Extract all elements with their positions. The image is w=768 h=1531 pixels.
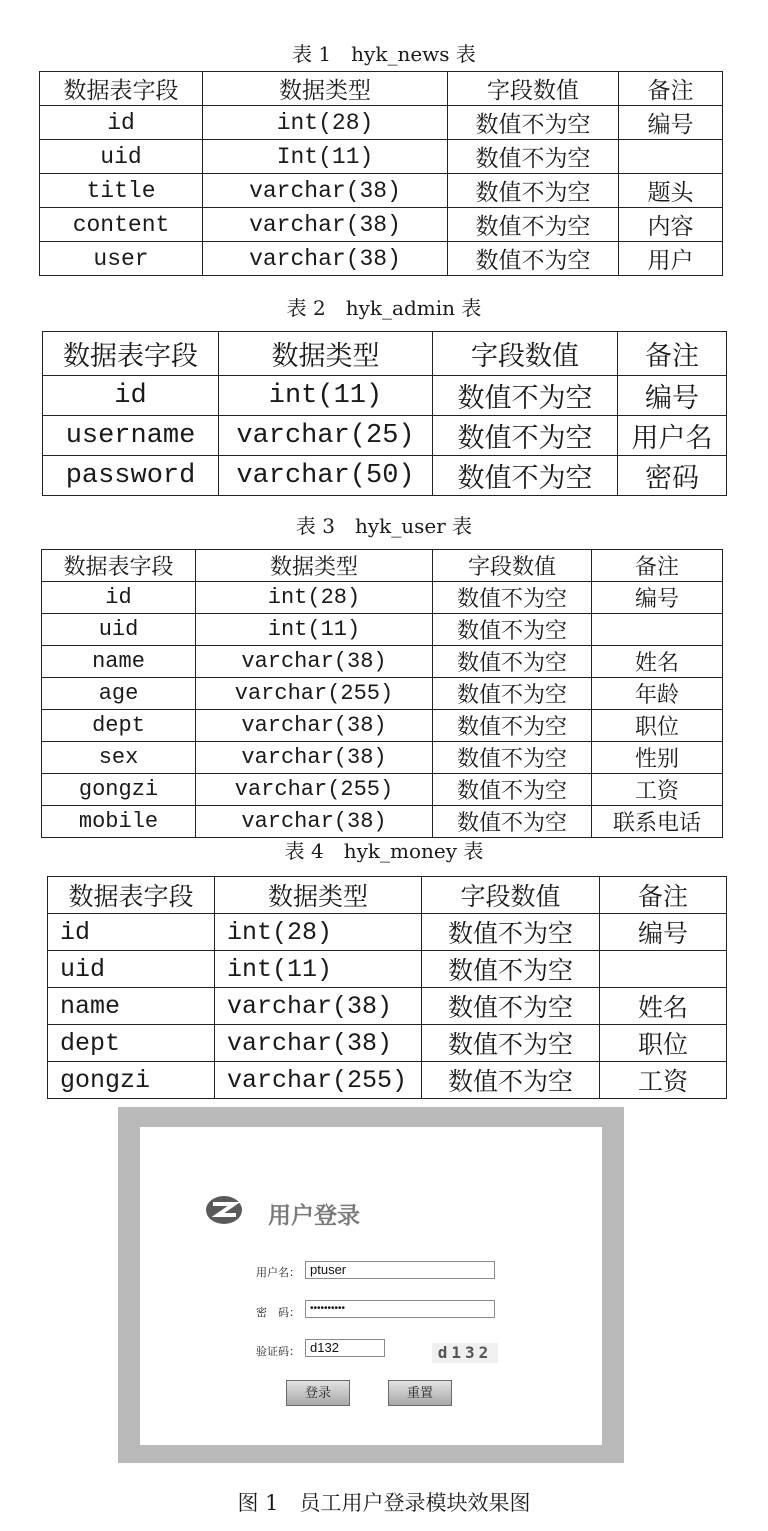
table-cell: 数据类型 — [215, 877, 422, 914]
table-cell: 职位 — [600, 1025, 727, 1062]
table-row — [48, 1062, 727, 1099]
table-cell: gongzi — [42, 774, 196, 806]
table-4-caption: 表 4 hyk_money 表 — [284, 839, 484, 863]
table-cell: uid — [48, 951, 215, 988]
table-header-row — [42, 550, 723, 582]
captcha-input[interactable]: d132 — [305, 1339, 385, 1357]
table-cell: 数据表字段 — [42, 550, 196, 582]
table-cell: user — [40, 242, 203, 276]
table-cell: gongzi — [48, 1062, 215, 1099]
table-cell: username — [43, 416, 219, 456]
table-cell: 字段数值 — [422, 877, 600, 914]
table-cell: 用户 — [619, 242, 723, 276]
table-cell: 数据表字段 — [40, 72, 203, 106]
table-cell: int(28) — [215, 914, 422, 951]
table-cell: 数值不为空 — [422, 951, 600, 988]
table-cell: varchar(38) — [203, 174, 448, 208]
table-hyk-user — [41, 549, 723, 838]
table-cell: uid — [40, 140, 203, 174]
table-cell: 数值不为空 — [422, 1025, 600, 1062]
table-cell: 数值不为空 — [448, 174, 619, 208]
table-cell: 密码 — [618, 456, 727, 496]
table-row — [43, 456, 727, 496]
login-title: 用户登录 — [268, 1203, 360, 1229]
table-cell: id — [42, 582, 196, 614]
table-cell: sex — [42, 742, 196, 774]
table-cell: 用户名 — [618, 416, 727, 456]
table-cell: 备注 — [592, 550, 723, 582]
table-header-row — [40, 72, 723, 106]
table-cell: name — [48, 988, 215, 1025]
table-hyk-money — [47, 876, 727, 1099]
table-cell: 数值不为空 — [448, 242, 619, 276]
password-input[interactable]: •••••••••• — [305, 1300, 495, 1318]
table-header-row — [43, 332, 727, 376]
table-row — [48, 951, 727, 988]
table-cell: int(28) — [196, 582, 433, 614]
table-cell: varchar(38) — [215, 988, 422, 1025]
table-cell: 数据类型 — [196, 550, 433, 582]
table-row — [42, 646, 723, 678]
table-row — [42, 710, 723, 742]
table-cell: 内容 — [619, 208, 723, 242]
table-3-caption: 表 3 hyk_user 表 — [295, 514, 473, 538]
table-cell: varchar(38) — [203, 242, 448, 276]
table-cell: 数值不为空 — [433, 646, 592, 678]
table-cell: 题头 — [619, 174, 723, 208]
table-cell: 数据类型 — [219, 332, 433, 376]
table-cell: varchar(255) — [196, 678, 433, 710]
table-cell: name — [42, 646, 196, 678]
table-cell: id — [48, 914, 215, 951]
login-button[interactable]: 登录 — [286, 1380, 350, 1406]
table-cell: 工资 — [600, 1062, 727, 1099]
table-row — [40, 106, 723, 140]
table-cell: varchar(38) — [203, 208, 448, 242]
table-cell: varchar(255) — [196, 774, 433, 806]
table-row — [48, 1025, 727, 1062]
table-cell: title — [40, 174, 203, 208]
table-row — [42, 582, 723, 614]
table-cell: 数值不为空 — [433, 456, 618, 496]
table-row — [40, 140, 723, 174]
table-cell — [592, 614, 723, 646]
table-cell: 字段数值 — [433, 332, 618, 376]
table-row — [42, 742, 723, 774]
table-cell: 年龄 — [592, 678, 723, 710]
login-screenshot-frame — [118, 1107, 624, 1463]
table-cell: int(28) — [203, 106, 448, 140]
table-header-row — [48, 877, 727, 914]
table-row — [43, 376, 727, 416]
table-cell: 数据表字段 — [48, 877, 215, 914]
table-cell: 字段数值 — [448, 72, 619, 106]
table-row — [43, 416, 727, 456]
table-cell: 数值不为空 — [433, 742, 592, 774]
table-cell: 数值不为空 — [448, 106, 619, 140]
table-row — [48, 914, 727, 951]
table-cell — [600, 951, 727, 988]
table-cell: 联系电话 — [592, 806, 723, 838]
logo-z-icon — [204, 1193, 244, 1227]
table-cell: 数据类型 — [203, 72, 448, 106]
table-cell: int(11) — [219, 376, 433, 416]
table-cell: Int(11) — [203, 140, 448, 174]
captcha-label: 验证码： — [256, 1345, 300, 1358]
table-cell: password — [43, 456, 219, 496]
table-row — [48, 988, 727, 1025]
table-cell: varchar(255) — [215, 1062, 422, 1099]
table-cell: 数值不为空 — [422, 1062, 600, 1099]
table-cell: 编号 — [600, 914, 727, 951]
captcha-image: d132 — [432, 1343, 498, 1363]
table-cell: 姓名 — [592, 646, 723, 678]
table-1-caption: 表 1 hyk_news 表 — [292, 42, 476, 66]
username-input[interactable]: ptuser — [305, 1261, 495, 1279]
table-cell: 字段数值 — [433, 550, 592, 582]
table-cell: 数据表字段 — [43, 332, 219, 376]
table-cell: 编号 — [618, 376, 727, 416]
table-row — [40, 208, 723, 242]
table-cell: varchar(50) — [219, 456, 433, 496]
table-cell — [619, 140, 723, 174]
table-cell: 备注 — [619, 72, 723, 106]
table-cell: dept — [48, 1025, 215, 1062]
table-cell: 性别 — [592, 742, 723, 774]
table-cell: id — [43, 376, 219, 416]
table-cell: 数值不为空 — [422, 988, 600, 1025]
table-cell: 编号 — [619, 106, 723, 140]
password-label: 密 码： — [256, 1306, 300, 1319]
table-row — [42, 774, 723, 806]
table-hyk-news — [39, 71, 723, 276]
table-cell: int(11) — [215, 951, 422, 988]
table-2-caption: 表 2 hyk_admin 表 — [286, 296, 482, 320]
table-cell: 数值不为空 — [433, 774, 592, 806]
table-cell: id — [40, 106, 203, 140]
table-row — [42, 678, 723, 710]
table-cell: 数值不为空 — [433, 806, 592, 838]
table-cell: 编号 — [592, 582, 723, 614]
table-row — [40, 242, 723, 276]
table-cell: 数值不为空 — [448, 140, 619, 174]
table-cell: 数值不为空 — [448, 208, 619, 242]
table-cell: 数值不为空 — [433, 416, 618, 456]
table-cell: 备注 — [600, 877, 727, 914]
table-cell: 数值不为空 — [422, 914, 600, 951]
table-cell: varchar(38) — [196, 710, 433, 742]
username-label: 用户名： — [256, 1266, 300, 1279]
table-row — [42, 806, 723, 838]
table-cell: int(11) — [196, 614, 433, 646]
table-cell: 备注 — [618, 332, 727, 376]
table-cell: 数值不为空 — [433, 710, 592, 742]
table-cell: age — [42, 678, 196, 710]
table-cell: varchar(38) — [196, 742, 433, 774]
table-cell: varchar(38) — [215, 1025, 422, 1062]
table-row — [40, 174, 723, 208]
login-panel — [140, 1127, 602, 1445]
table-cell: dept — [42, 710, 196, 742]
table-cell: 姓名 — [600, 988, 727, 1025]
figure-caption: 图 1 员工用户登录模块效果图 — [237, 1491, 531, 1515]
table-cell: 数值不为空 — [433, 376, 618, 416]
table-row — [42, 614, 723, 646]
table-cell: varchar(25) — [219, 416, 433, 456]
table-cell: mobile — [42, 806, 196, 838]
table-cell: varchar(38) — [196, 806, 433, 838]
table-cell: 数值不为空 — [433, 582, 592, 614]
table-cell: 工资 — [592, 774, 723, 806]
table-hyk-admin — [42, 331, 727, 496]
table-cell: 数值不为空 — [433, 678, 592, 710]
table-cell: varchar(38) — [196, 646, 433, 678]
reset-button[interactable]: 重置 — [388, 1380, 452, 1406]
table-cell: 数值不为空 — [433, 614, 592, 646]
table-cell: 职位 — [592, 710, 723, 742]
table-cell: uid — [42, 614, 196, 646]
table-cell: content — [40, 208, 203, 242]
